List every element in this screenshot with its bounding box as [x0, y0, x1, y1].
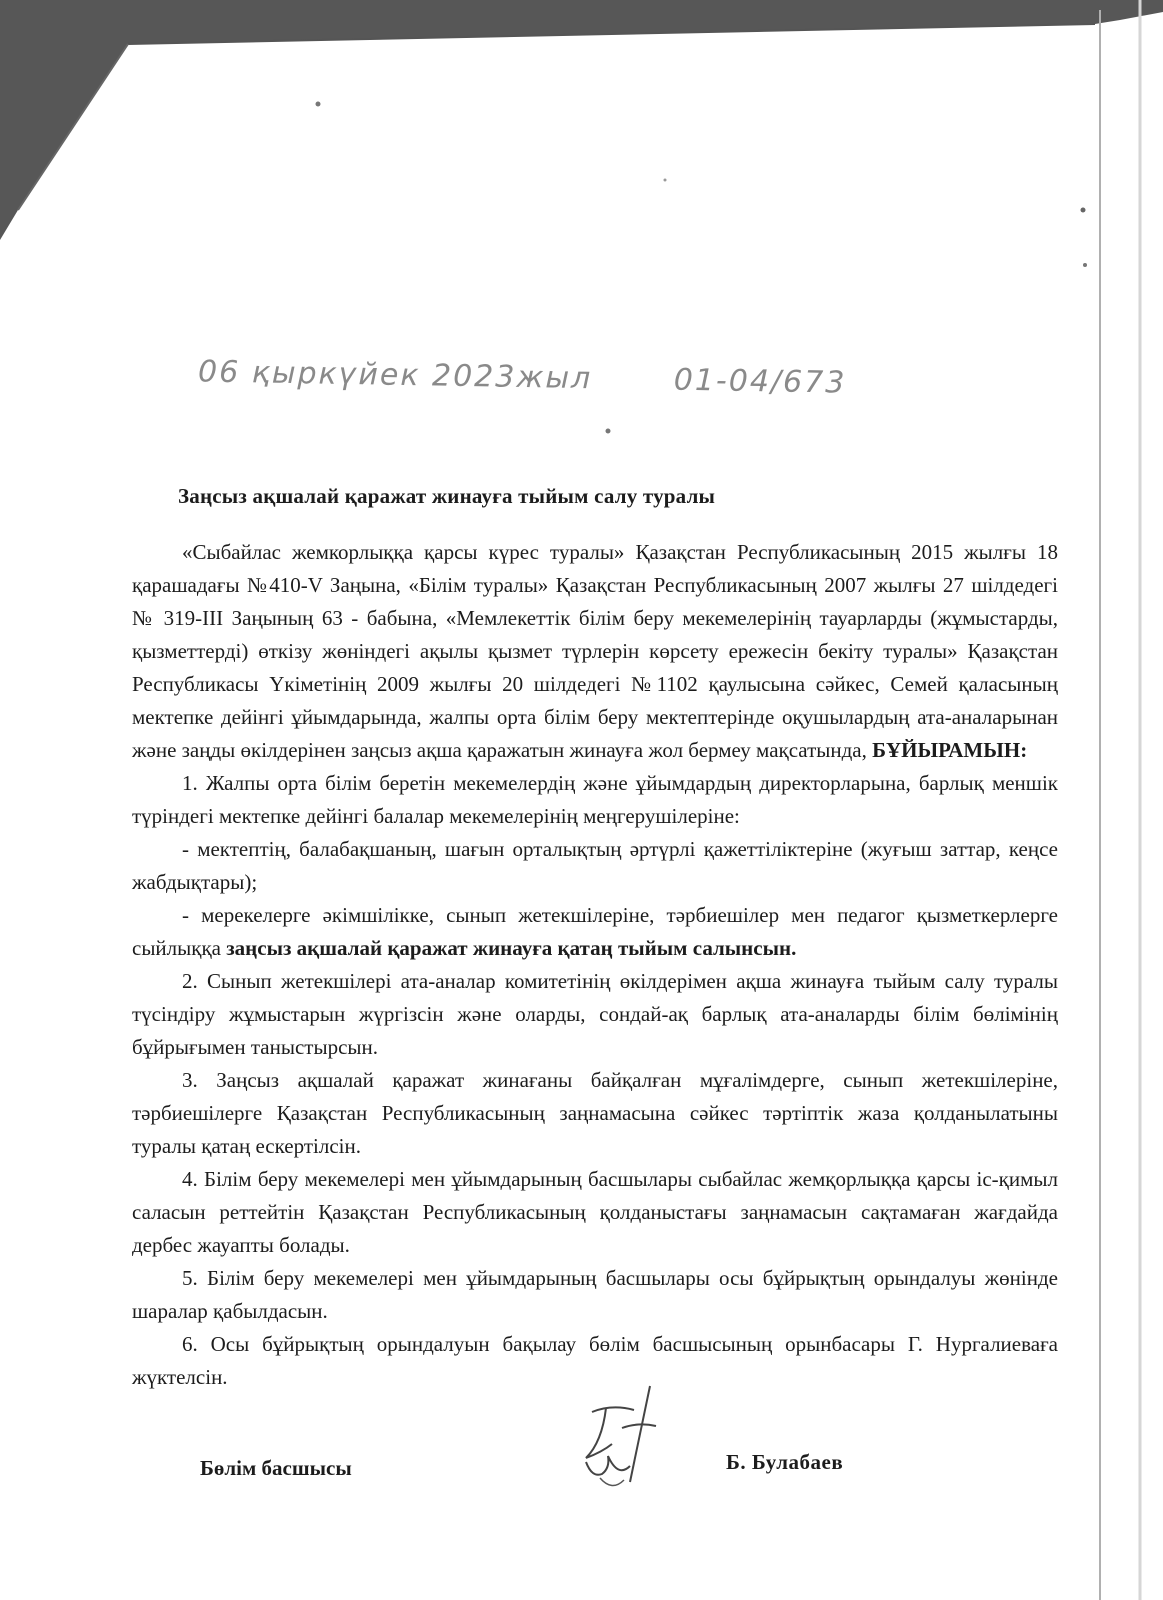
signatory-name: Б. Булабаев [726, 1450, 844, 1474]
item-6: 6. Осы бұйрықтың орындалуын бақылау бөлім басшысының орынбасары Г. Нургалиеваға жүктелсін. [132, 1332, 1058, 1389]
registration-stamp [198, 354, 847, 400]
item-1-dash-2 [132, 899, 1058, 965]
item-4: 4. Білім беру мекемелері мен ұйымдарының басшылары сыбайлас жемқорлыққа қарсы іс-қимыл саласын реттейтін Қазақстан Республикасының қолданыстағы заңнамасын сақтамаған жағдайда дербес жауапты болады. [132, 1167, 1058, 1257]
document-title: Заңсыз ақшалай қаражат жинауға тыйым салу туралы [178, 484, 716, 508]
dash-2-bold-text: заңсыз ақшалай қаражат жинауға қатаң тыйым салынсын. [226, 936, 797, 960]
dash-2-text: - мерекелерге әкімшілікке, сынып жетекшілеріне, тәрбиешілер мен педагог қызметкерлерге сыйлыққа [132, 903, 1058, 960]
item-1: 1. Жалпы орта білім беретін мекемелердің және ұйымдардың директорларына, барлық меншік түріндегі мектепке дейінгі балалар мекемелерінің меңгерушілеріне: [132, 771, 1058, 828]
signatory-role: Бөлім басшысы [200, 1456, 352, 1480]
document-body [132, 536, 1058, 1394]
item-1-dash-1: - мектептің, балабақшаның, шағын орталықтың әртүрлі қажеттіліктеріне (жуғыш заттар, кеңсе жабдықтары); [132, 837, 1058, 894]
item-5: 5. Білім беру мекемелері мен ұйымдарының басшылары осы бұйрықтың орындалуы жөнінде шаралар қабылдасын. [132, 1266, 1058, 1323]
item-3: 3. Заңсыз ақшалай қаражат жинағаны байқалған мұғалімдерге, сынып жетекшілеріне, тәрбиешілерге Қазақстан Республикасының заңнамасына сәйкес тәртіптік жаза қолданылатыны туралы қатаң ескертілсін. [132, 1068, 1058, 1158]
registration-number: 01-04/673 [673, 362, 847, 401]
item-2: 2. Сынып жетекшілері ата-аналар комитетінің өкілдерімен ақша жинауға тыйым салу туралы түсіндіру жұмыстарын жүргізсін және оларды, сондай-ақ барлық ата-аналарды білім бөлімінің бұйрығымен таныстырсын. [132, 969, 1058, 1059]
preamble-text: «Сыбайлас жемкорлыққа қарсы күрес туралы» Қазақстан Республикасының 2015 жылғы 18 қарашадағы №410-V Заңына, «Білім туралы» Қазақстан Республикасының 2007 жылғы 27 шілдедегі № 319-III Заңының 63 - бабына, «Мемлекеттік білім беру мекемелерінің тауарларды (жұмыстарды, қызметтерді) өткізу жөніндегі ақылы қызмет түрлерін көрсету ережесін бекіту туралы» Қазақстан Республикасы Үкіметінің 2009 жылғы 20 шілдедегі №1102 қаулысына сәйкес, Семей қаласының мектепке дейінгі ұйымдарында, жалпы орта білім беру мектептерінде оқушылардың ата-аналарынан және заңды өкілдерінен заңсыз ақша қаражатын жинауға жол бермеу мақсатында, [132, 540, 1058, 762]
registration-date: 06 қыркүйек 2023жыл [197, 354, 593, 397]
order-word: БҰЙЫРАМЫН: [872, 738, 1028, 762]
preamble-paragraph [132, 536, 1058, 767]
handwritten-signature [572, 1382, 682, 1502]
